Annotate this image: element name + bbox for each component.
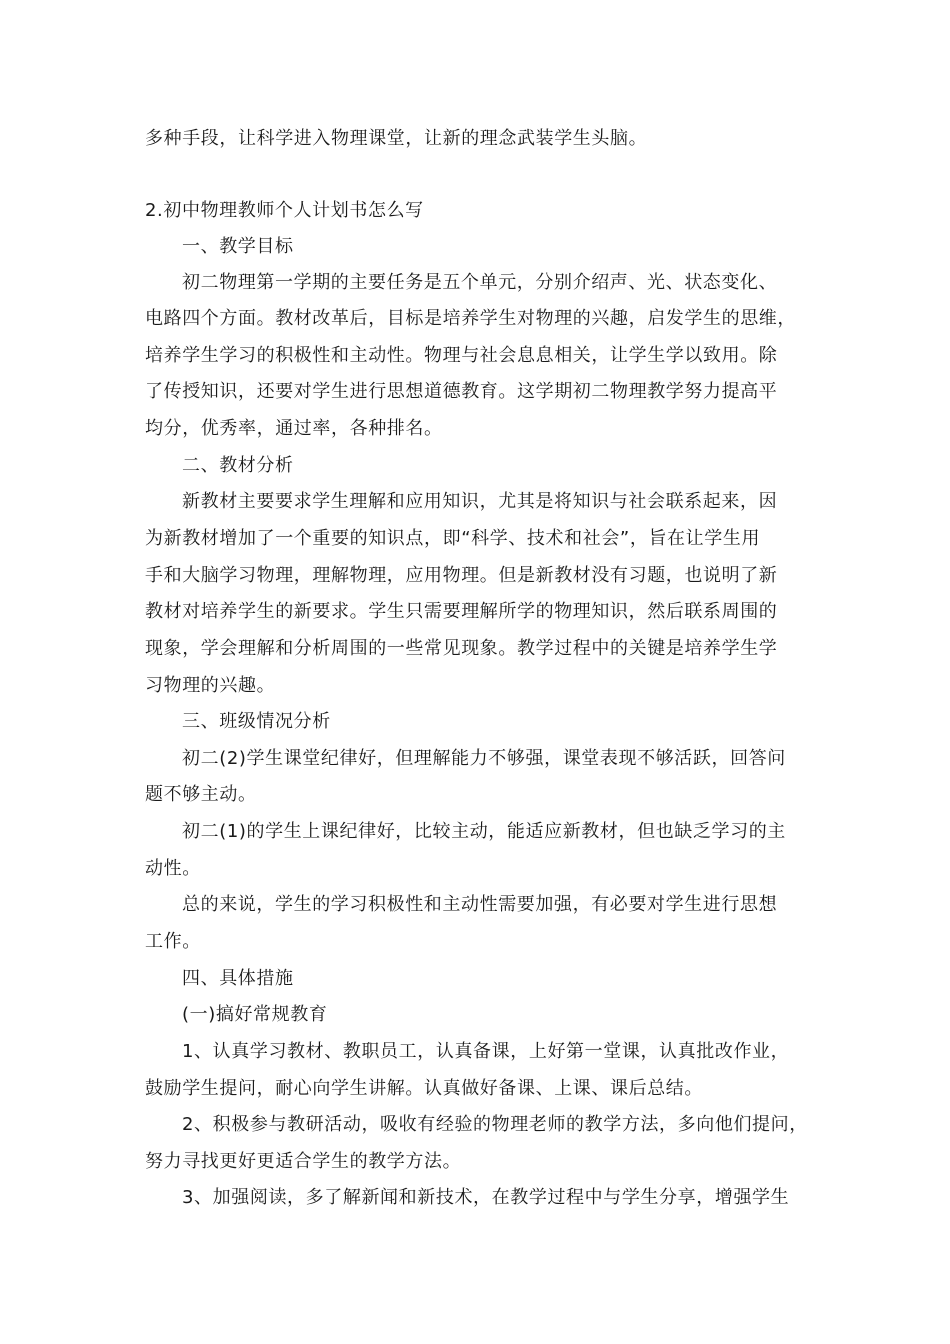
- text-line: 动性。: [145, 858, 201, 879]
- text-line: 努力寻找更好更适合学生的教学方法。: [145, 1151, 462, 1172]
- text-line: 多种手段，让科学进入物理课堂，让新的理念武装学生头脑。: [145, 128, 648, 149]
- text-line: 培养学生学习的积极性和主动性。物理与社会息息相关，让学生学以致用。除: [145, 345, 778, 366]
- heading-material-analysis: 二、教材分析: [182, 455, 294, 476]
- text-line: 3、加强阅读，多了解新闻和新技术，在教学过程中与学生分享，增强学生: [182, 1187, 790, 1208]
- text-line: 均分，优秀率，通过率，各种排名。: [145, 418, 443, 439]
- text-line: 初二(2)学生课堂纪律好，但理解能力不够强，课堂表现不够活跃，回答问: [182, 748, 786, 769]
- subheading-routine: (一)搞好常规教育: [182, 1004, 328, 1025]
- text-line: 工作。: [145, 931, 201, 952]
- text-line: 现象，学会理解和分析周围的一些常见现象。教学过程中的关键是培养学生学: [145, 638, 778, 659]
- section-heading: 2.初中物理教师个人计划书怎么写: [145, 200, 424, 221]
- text-line: 教材对培养学生的新要求。学生只需要理解所学的物理知识，然后联系周围的: [145, 601, 778, 622]
- text-line: 新教材主要要求学生理解和应用知识，尤其是将知识与社会联系起来，因: [182, 491, 778, 512]
- heading-class-analysis: 三、班级情况分析: [182, 711, 331, 732]
- text-line: 鼓励学生提问，耐心向学生讲解。认真做好备课、上课、课后总结。: [145, 1078, 703, 1099]
- text-line: 习物理的兴趣。: [145, 675, 276, 696]
- text-line: 2、积极参与教研活动，吸收有经验的物理老师的教学方法，多向他们提问，: [182, 1114, 808, 1135]
- text-line: 电路四个方面。教材改革后，目标是培养学生对物理的兴趣，启发学生的思维，: [145, 308, 796, 329]
- text-line: 题不够主动。: [145, 784, 257, 805]
- text-line: 手和大脑学习物理，理解物理，应用物理。但是新教材没有习题，也说明了新: [145, 565, 778, 586]
- heading-teaching-goals: 一、教学目标: [182, 236, 294, 257]
- heading-measures: 四、具体措施: [182, 968, 294, 989]
- text-line: 为新教材增加了一个重要的知识点，即“科学、技术和社会”，旨在让学生用: [145, 528, 761, 549]
- text-line: 1、认真学习教材、教职员工，认真备课，上好第一堂课，认真批改作业，: [182, 1041, 790, 1062]
- text-line: 初二(1)的学生上课纪律好，比较主动，能适应新教材，但也缺乏学习的主: [182, 821, 786, 842]
- text-line: 初二物理第一学期的主要任务是五个单元，分别介绍声、光、状态变化、: [182, 272, 778, 293]
- text-line: 总的来说，学生的学习积极性和主动性需要加强，有必要对学生进行思想: [182, 894, 778, 915]
- text-line: 了传授知识，还要对学生进行思想道德教育。这学期初二物理教学努力提高平: [145, 381, 778, 402]
